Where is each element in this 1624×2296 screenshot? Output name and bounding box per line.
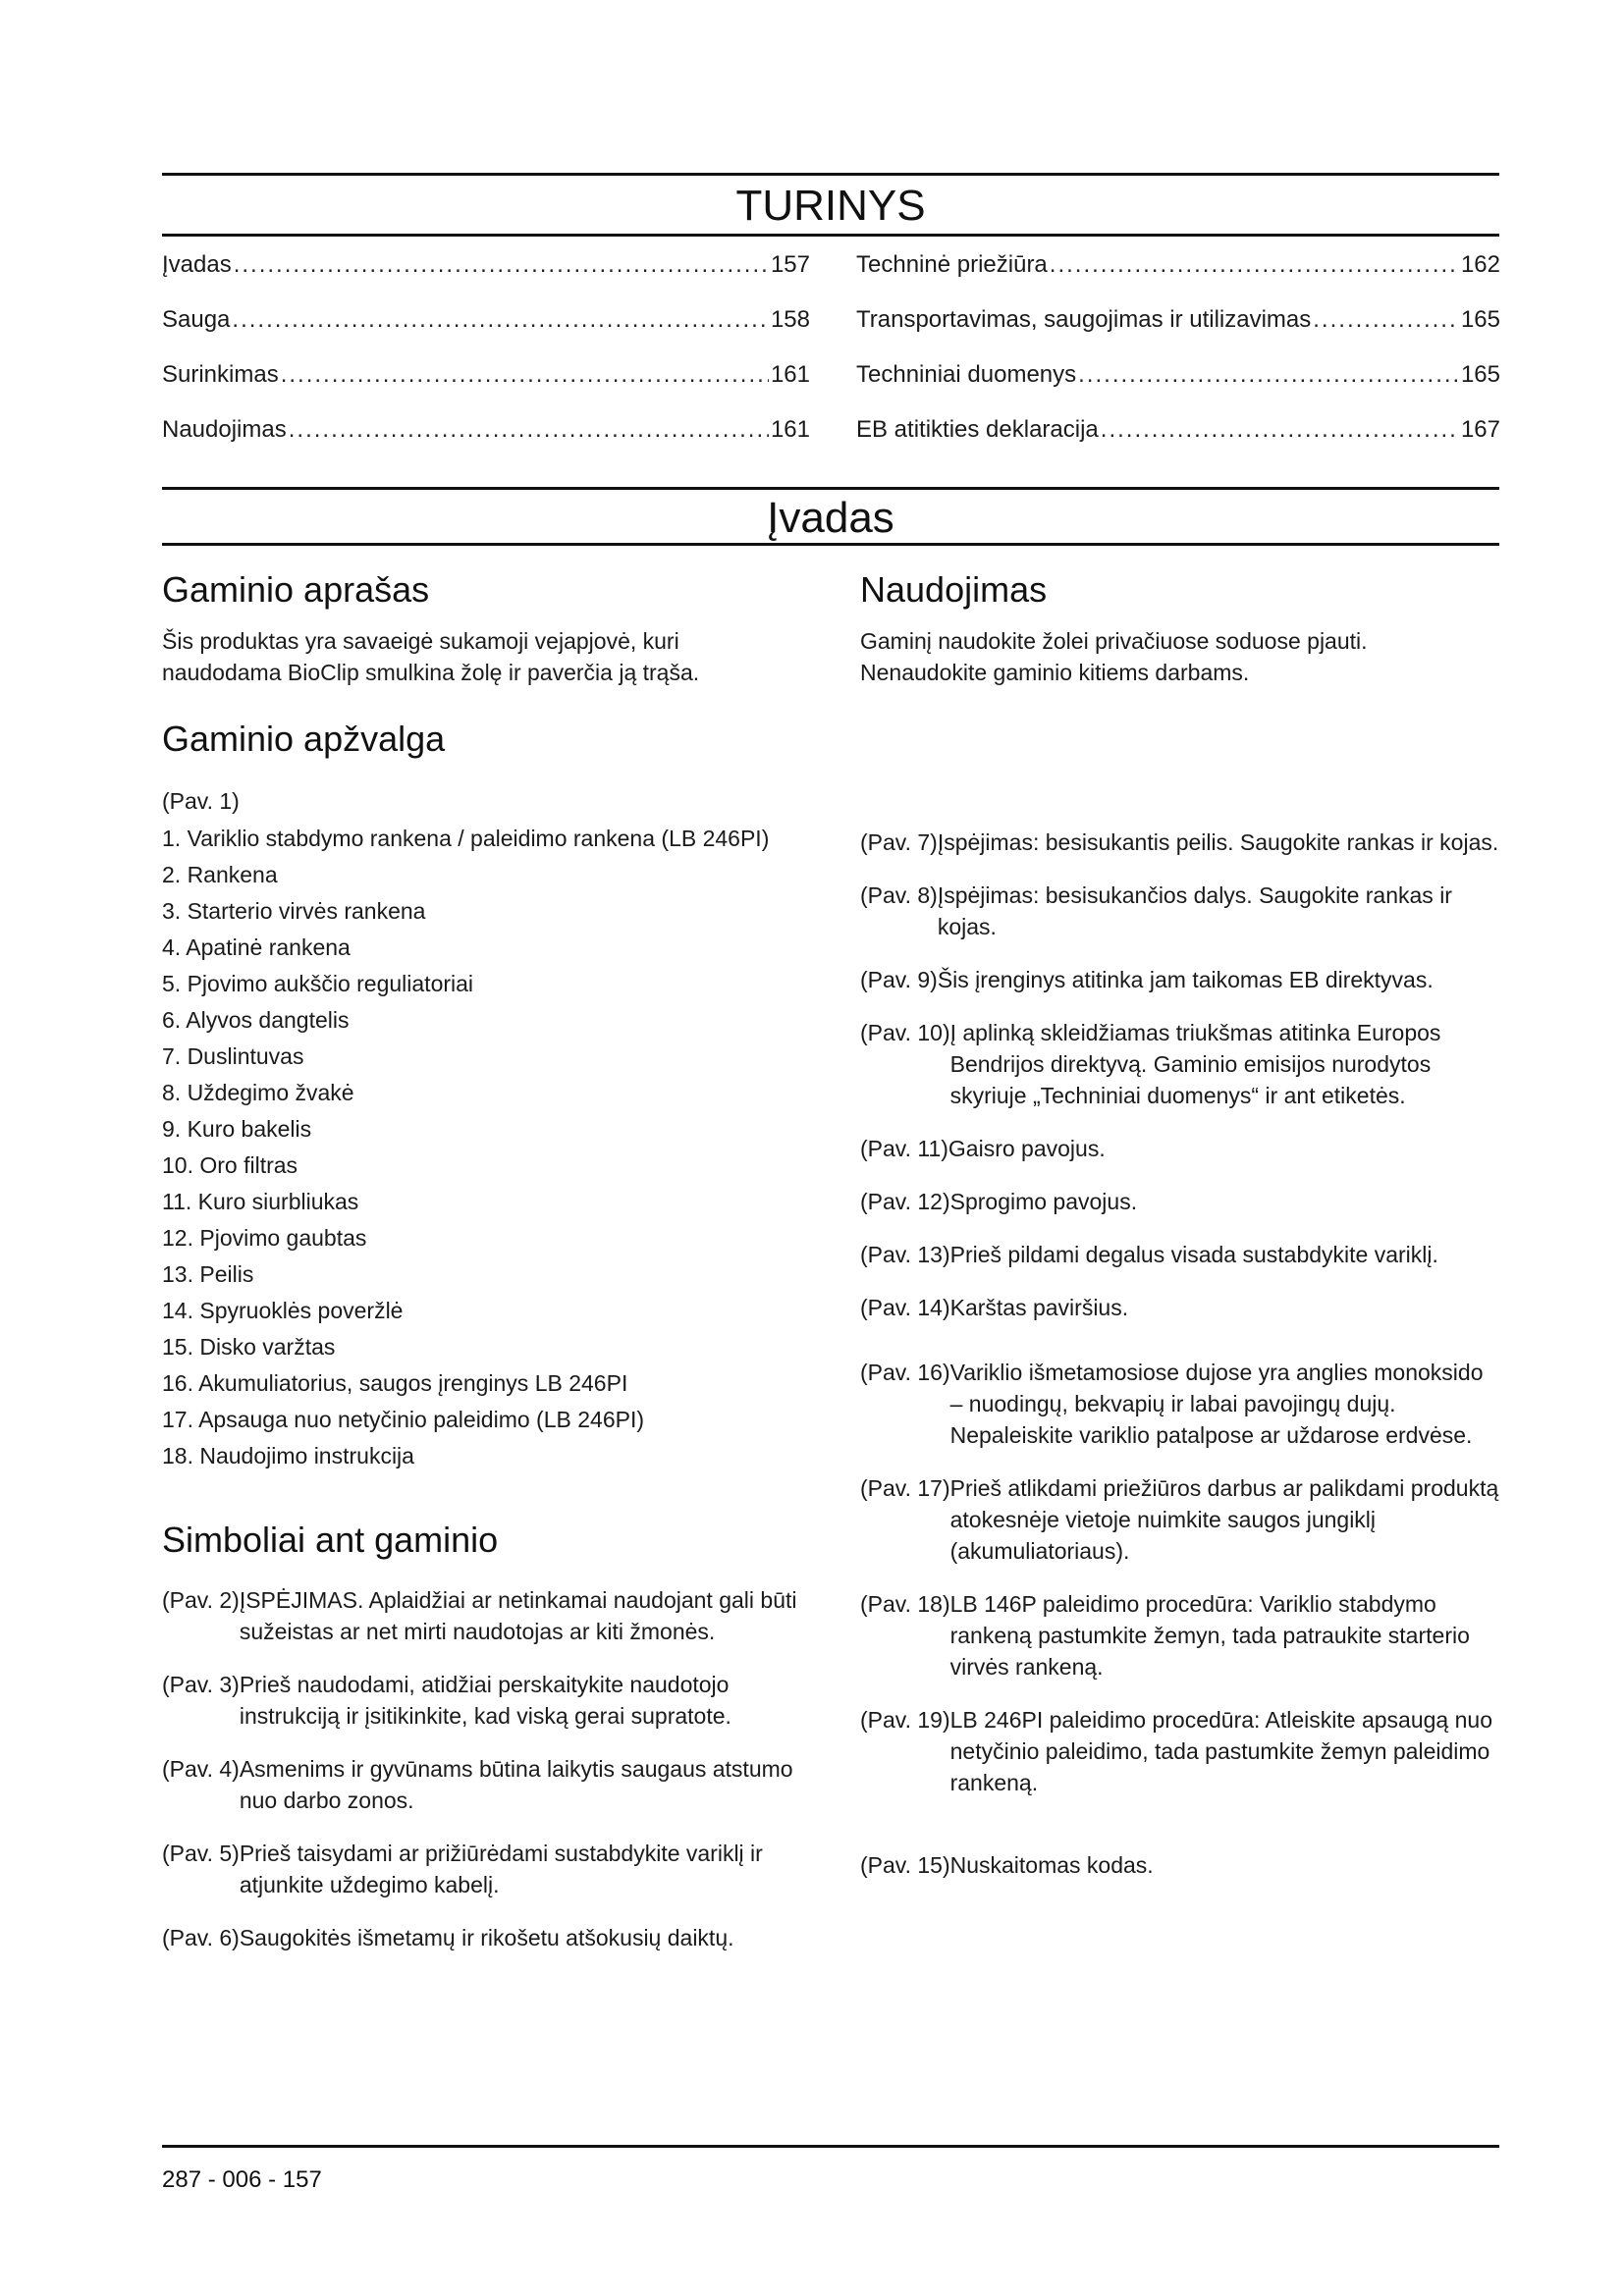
toc-leader — [1313, 306, 1459, 334]
symbol-item: (Pav. 7) Įspėjimas: besisukantis peilis. Saugokite rankas ir kojas. — [860, 829, 1499, 855]
list-item: 17. Apsauga nuo netyčinio paleidimo (LB 246PI) — [162, 1407, 644, 1432]
list-item: 15. Disko varžtas — [162, 1334, 336, 1360]
symbol-item: (Pav. 13) Prieš pildami degalus visada sustabdykite variklį. — [860, 1242, 1438, 1267]
list-item: 16. Akumuliatorius, saugos įrenginys LB 246PI — [162, 1370, 628, 1396]
toc-top-rule — [162, 173, 1499, 176]
symbol-item: (Pav. 14) Karštas paviršius. — [860, 1295, 1129, 1320]
symbol-item: (Pav. 15) Nuskaitomas kodas. — [860, 1852, 1154, 1878]
symbol-item: (Pav. 3) Prieš naudodami, atidžiai perskaitykite naudotojo instrukciją ir įsitikinkite, kad viską gerai supratote. — [162, 1672, 731, 1729]
list-item: 5. Pjovimo aukščio reguliatoriai — [162, 971, 474, 996]
toc-leader — [281, 361, 769, 389]
list-item: 14. Spyruoklės poveržlė — [162, 1298, 404, 1323]
usage-heading: Naudojimas — [860, 569, 1048, 610]
product-description-heading: Gaminio aprašas — [162, 569, 430, 610]
overview-heading: Gaminio apžvalga — [162, 719, 446, 759]
toc-left-column — [162, 251, 810, 471]
footer-rule — [162, 2145, 1499, 2148]
toc-leader — [232, 306, 769, 334]
list-item: 4. Apatinė rankena — [162, 934, 351, 960]
toc-entry[interactable]: Transportavimas, saugojimas ir utilizavimas ..... 165 — [856, 306, 1500, 361]
overview-figure-ref: (Pav. 1) — [162, 788, 240, 814]
symbol-item: (Pav. 12) Sprogimo pavojus. — [860, 1189, 1138, 1214]
toc-entry[interactable]: Techniniai duomenys ..... 165 — [856, 361, 1500, 416]
symbols-right-list — [860, 827, 1500, 1902]
symbol-item: (Pav. 5) Prieš taisydami ar prižiūrėdami sustabdykite variklį ir atjunkite uždegimo kabelį. — [162, 1841, 763, 1897]
toc-leader — [289, 416, 769, 444]
symbol-item: (Pav. 4) Asmenims ir gyvūnams būtina laikytis saugaus atstumo nuo darbo zonos. — [162, 1756, 793, 1813]
toc-entry[interactable]: Surinkimas ..... 161 — [162, 361, 810, 416]
intro-top-rule — [162, 487, 1499, 490]
toc-entry[interactable]: Techninė priežiūra ..... 162 — [856, 251, 1500, 306]
symbol-item: (Pav. 9) Šis įrenginys atitinka jam taikomas EB direktyvas. — [860, 967, 1434, 992]
list-item: 9. Kuro bakelis — [162, 1116, 312, 1142]
symbol-item: (Pav. 2) ĮSPĖJIMAS. Aplaidžiai ar netinkamai naudojant gali būti sužeistas ar net mirti naudotojas ar kiti žmonės. — [162, 1587, 797, 1644]
symbol-item: (Pav. 19) LB 246PI paleidimo procedūra: Atleiskite apsaugą nuo netyčinio paleidimo, tada pastumkite žemyn paleidimo rankeną. — [860, 1707, 1492, 1795]
list-item: 8. Uždegimo žvakė — [162, 1080, 354, 1105]
toc-title: TURINYS — [735, 182, 926, 230]
toc-bottom-rule — [162, 234, 1499, 237]
intro-title: Įvadas — [767, 494, 894, 542]
toc-leader — [1101, 416, 1459, 444]
toc-entry[interactable]: Naudojimas ..... 161 — [162, 416, 810, 471]
symbol-item: (Pav. 17) Prieš atlikdami priežiūros darbus ar palikdami produktą atokesnėje vietoje nuimkite saugos jungiklį (akumuliatoriaus). — [860, 1475, 1499, 1564]
symbol-item: (Pav. 8) Įspėjimas: besisukančios dalys. Saugokite rankas ir kojas. — [860, 882, 1452, 939]
product-description-text: Šis produktas yra savaeigė sukamoji vejapjovė, kuri naudodama BioClip smulkina žolę ir paverčia ją trąša. — [162, 628, 700, 685]
list-item: 10. Oro filtras — [162, 1152, 298, 1178]
list-item: 3. Starterio virvės rankena — [162, 898, 426, 924]
list-item: 1. Variklio stabdymo rankena / paleidimo rankena (LB 246PI) — [162, 826, 770, 851]
usage-text: Gaminį naudokite žolei privačiuose soduose pjauti. Nenaudokite gaminio kitiems darbams. — [860, 628, 1368, 685]
symbols-heading: Simboliai ant gaminio — [162, 1520, 499, 1560]
toc-entry[interactable]: Įvadas ..... 157 — [162, 251, 810, 306]
toc-right-column — [856, 251, 1500, 471]
symbol-item: (Pav. 16) Variklio išmetamosiose dujose yra anglies monoksido – nuodingų, bekvapių ir labai pavojingų dujų. Nepaleiskite variklio patalpose ar uždarose erdvėse. — [860, 1360, 1484, 1448]
toc-leader — [1078, 361, 1459, 389]
intro-bottom-rule — [162, 543, 1499, 546]
symbol-item: (Pav. 6) Saugokitės išmetamų ir rikošetu atšokusių daiktų. — [162, 1925, 734, 1950]
toc-entry[interactable]: EB atitikties deklaracija ..... 167 — [856, 416, 1500, 471]
list-item: 18. Naudojimo instrukcija — [162, 1443, 414, 1468]
list-item: 6. Alyvos dangtelis — [162, 1007, 350, 1033]
list-item: 13. Peilis — [162, 1261, 254, 1287]
toc-leader — [1050, 251, 1459, 279]
list-item: 7. Duslintuvas — [162, 1043, 304, 1069]
list-item: 11. Kuro siurbliukas — [162, 1189, 359, 1214]
list-item: 2. Rankena — [162, 862, 278, 887]
symbol-item: (Pav. 11) Gaisro pavojus. — [860, 1136, 1106, 1161]
symbol-item: (Pav. 10) Į aplinką skleidžiamas triukšmas atitinka Europos Bendrijos direktyvą. Gaminio emisijos nurodytos skyriuje „Techniniai duomenys“ ir ant etiketės. — [860, 1020, 1441, 1108]
symbol-item: (Pav. 18) LB 146P paleidimo procedūra: Variklio stabdymo rankeną pastumkite žemyn, tada patraukite starterio virvės rankeną. — [860, 1591, 1470, 1680]
overview-parts-list — [162, 824, 790, 1477]
toc-leader — [234, 251, 769, 279]
list-item: 12. Pjovimo gaubtas — [162, 1225, 367, 1251]
symbols-left-list — [162, 1584, 800, 1975]
toc-entry[interactable]: Sauga ..... 158 — [162, 306, 810, 361]
page-number: 287 - 006 - 157 — [162, 2166, 322, 2193]
